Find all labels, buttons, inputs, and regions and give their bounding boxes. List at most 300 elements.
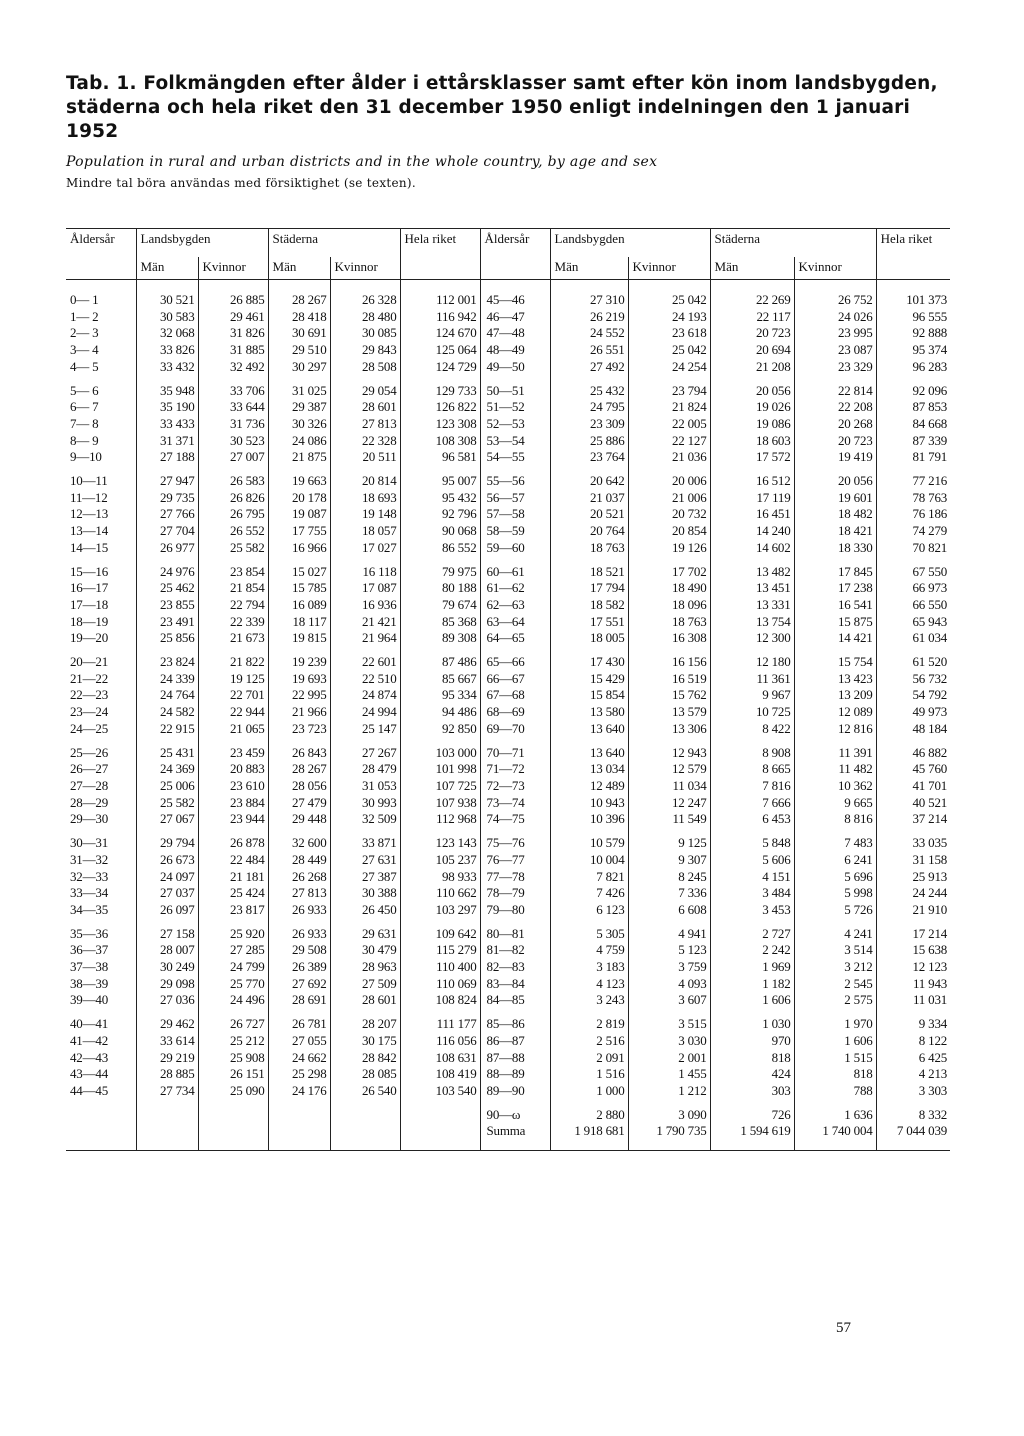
right-age-cell: 61—62: [480, 580, 550, 597]
left-urban-women-cell: 28 207: [330, 1016, 400, 1033]
right-urban-men-cell: 970: [710, 1033, 794, 1050]
right-urban-men-cell: 13 754: [710, 614, 794, 631]
left-age-cell: 34—35: [70, 901, 109, 917]
right-urban-women-cell: 2 575: [794, 992, 876, 1009]
left-total-cell: 89 308: [400, 630, 480, 647]
right-total-cell: 66 550: [876, 597, 950, 614]
group-spacer: [66, 376, 950, 383]
header-age-right: Åldersår: [480, 229, 550, 280]
table-row: [66, 506, 950, 523]
group-spacer: [66, 647, 950, 654]
left-urban-men-cell: 20 178: [268, 490, 330, 507]
right-urban-women-cell: 13 423: [794, 671, 876, 688]
left-rural-men-cell: 26 097: [136, 902, 198, 919]
left-rural-men-cell: 30 583: [136, 309, 198, 326]
right-rural-men-cell: 10 004: [550, 852, 628, 869]
left-total-cell: 108 308: [400, 433, 480, 450]
header-men: Män: [710, 257, 794, 280]
table-row: [66, 654, 950, 671]
left-urban-men-cell: 31 025: [268, 383, 330, 400]
spacer-cell: [330, 376, 400, 383]
left-urban-women-cell: 16 936: [330, 597, 400, 614]
left-urban-women-cell: 30 085: [330, 325, 400, 342]
left-urban-women-cell: 22 510: [330, 671, 400, 688]
left-rural-women-cell: 26 552: [198, 523, 268, 540]
left-rural-women-cell: 26 151: [198, 1066, 268, 1083]
left-total-cell: 95 334: [400, 687, 480, 704]
right-rural-men-cell: 13 034: [550, 761, 628, 778]
right-rural-women-cell: 24 254: [628, 359, 710, 376]
right-age-cell: 60—61: [480, 564, 550, 581]
right-urban-women-cell: 5 696: [794, 869, 876, 886]
left-rural-women-cell: 21 822: [198, 654, 268, 671]
right-rural-women-cell: 3 030: [628, 1033, 710, 1050]
right-urban-women-cell: 23 329: [794, 359, 876, 376]
right-urban-men-cell: 20 694: [710, 342, 794, 359]
right-rural-women-cell: 21 036: [628, 449, 710, 466]
left-urban-men-cell: 28 418: [268, 309, 330, 326]
table-row: [66, 976, 950, 993]
right-urban-men-cell: 3 453: [710, 902, 794, 919]
right-total-cell: 6 425: [876, 1050, 950, 1067]
right-rural-women-cell: 8 245: [628, 869, 710, 886]
right-rural-men-cell: 13 640: [550, 721, 628, 738]
left-urban-women-cell: 17 087: [330, 580, 400, 597]
spacer-cell: [66, 376, 136, 383]
right-age-cell: 64—65: [480, 630, 550, 647]
left-age-cell: 41—42: [70, 1032, 109, 1048]
left-urban-women-cell: 27 813: [330, 416, 400, 433]
spacer-cell: [136, 1009, 198, 1016]
right-age-cell: 52—53: [480, 416, 550, 433]
table-row: [66, 399, 950, 416]
left-age-cell: 38—39: [70, 975, 109, 991]
right-age-cell: 54—55: [480, 449, 550, 466]
right-total-cell: 24 244: [876, 885, 950, 902]
spacer-cell: [480, 557, 550, 564]
right-urban-men-cell: 17 572: [710, 449, 794, 466]
table-row: [66, 540, 950, 557]
right-urban-men-cell: 1 606: [710, 992, 794, 1009]
left-rural-women-cell: 23 610: [198, 778, 268, 795]
left-age-cell: 33—34: [70, 885, 109, 901]
left-rural-women-cell: 25 090: [198, 1083, 268, 1100]
left-rural-women-cell: 27 285: [198, 942, 268, 959]
right-urban-men-cell: 12 180: [710, 654, 794, 671]
left-urban-men-cell: 26 389: [268, 959, 330, 976]
left-urban-women-cell: 29 843: [330, 342, 400, 359]
right-urban-women-cell: 14 421: [794, 630, 876, 647]
right-rural-men-cell: 3 243: [550, 992, 628, 1009]
left-age-cell: 30—31: [70, 835, 109, 851]
left-total-cell: 85 667: [400, 671, 480, 688]
header-women: Kvinnor: [330, 257, 400, 280]
spacer-cell: [198, 1100, 268, 1107]
left-total-cell: 96 581: [400, 449, 480, 466]
header-row-groups: [66, 229, 950, 258]
right-urban-women-cell: 19 419: [794, 449, 876, 466]
left-total-cell: 124 729: [400, 359, 480, 376]
right-urban-men-cell: 11 361: [710, 671, 794, 688]
left-rural-men-cell: 31 371: [136, 433, 198, 450]
right-urban-women-cell: 12 089: [794, 704, 876, 721]
left-total-cell: 110 400: [400, 959, 480, 976]
spacer-cell: [876, 828, 950, 835]
right-urban-women-cell: 18 421: [794, 523, 876, 540]
left-rural-men-cell: [136, 1123, 198, 1150]
left-total-cell: 129 733: [400, 383, 480, 400]
spacer-cell: [268, 376, 330, 383]
right-urban-women-cell: 5 998: [794, 885, 876, 902]
left-total-cell: 123 308: [400, 416, 480, 433]
spacer-cell: [66, 647, 136, 654]
right-age-cell: 56—57: [480, 490, 550, 507]
table-row: [66, 383, 950, 400]
right-age-cell: 63—64: [480, 614, 550, 631]
table-subtitle: Population in rural and urban districts and in the whole country, by age and sex: [66, 154, 658, 170]
right-urban-women-cell: 22 208: [794, 399, 876, 416]
right-total-cell: 9 334: [876, 1016, 950, 1033]
spacer-cell: [550, 919, 628, 926]
left-urban-women-cell: 22 601: [330, 654, 400, 671]
right-total-cell: 87 339: [876, 433, 950, 450]
right-rural-women-cell: 17 702: [628, 564, 710, 581]
spacer-cell: [400, 557, 480, 564]
left-urban-men-cell: 28 267: [268, 761, 330, 778]
right-rural-women-cell: 24 193: [628, 309, 710, 326]
right-total-cell: 70 821: [876, 540, 950, 557]
spacer-cell: [628, 1100, 710, 1107]
left-urban-men-cell: 19 663: [268, 473, 330, 490]
spacer-cell: [710, 828, 794, 835]
right-age-cell: 80—81: [480, 926, 550, 943]
left-urban-women-cell: 31 053: [330, 778, 400, 795]
right-rural-women-cell: 16 308: [628, 630, 710, 647]
left-age-cell: 12—13: [70, 506, 109, 522]
right-age-cell: 65—66: [480, 654, 550, 671]
right-urban-men-cell: 5 848: [710, 835, 794, 852]
left-rural-men-cell: 28 885: [136, 1066, 198, 1083]
left-urban-men-cell: 24 662: [268, 1050, 330, 1067]
left-total-cell: 101 998: [400, 761, 480, 778]
spacer-cell: [876, 466, 950, 473]
spacer-cell: [198, 738, 268, 745]
left-urban-men-cell: 30 326: [268, 416, 330, 433]
table-row: [66, 473, 950, 490]
spacer-cell: [480, 1009, 550, 1016]
left-urban-women-cell: [330, 1123, 400, 1150]
right-age-cell: 45—46: [480, 280, 550, 309]
spacer-cell: [136, 647, 198, 654]
left-urban-men-cell: 22 995: [268, 687, 330, 704]
right-age-cell: 73—74: [480, 795, 550, 812]
left-rural-women-cell: 24 799: [198, 959, 268, 976]
right-rural-men-cell: 25 432: [550, 383, 628, 400]
right-total-cell: 49 973: [876, 704, 950, 721]
right-rural-women-cell: 21 006: [628, 490, 710, 507]
spacer-cell: [710, 919, 794, 926]
page: [66, 72, 950, 1336]
spacer-cell: [330, 466, 400, 473]
right-age-cell: 67—68: [480, 687, 550, 704]
right-age-cell: 70—71: [480, 745, 550, 762]
left-rural-women-cell: 22 339: [198, 614, 268, 631]
left-rural-men-cell: 24 976: [136, 564, 198, 581]
table-row: [66, 1050, 950, 1067]
table-row: [66, 523, 950, 540]
header-men: Män: [550, 257, 628, 280]
spacer-cell: [550, 557, 628, 564]
spacer-cell: [136, 376, 198, 383]
right-age-cell: 46—47: [480, 309, 550, 326]
left-rural-men-cell: 27 704: [136, 523, 198, 540]
right-rural-women-cell: 15 762: [628, 687, 710, 704]
table-row: [66, 449, 950, 466]
right-urban-men-cell: 22 269: [710, 280, 794, 309]
right-rural-men-cell: 15 429: [550, 671, 628, 688]
right-rural-men-cell: 4 123: [550, 976, 628, 993]
spacer-cell: [136, 1100, 198, 1107]
right-urban-men-cell: 3 484: [710, 885, 794, 902]
right-rural-women-cell: 12 579: [628, 761, 710, 778]
spacer-cell: [550, 376, 628, 383]
left-urban-women-cell: 20 814: [330, 473, 400, 490]
left-rural-women-cell: 26 727: [198, 1016, 268, 1033]
right-age-cell: 59—60: [480, 540, 550, 557]
spacer-cell: [876, 919, 950, 926]
left-rural-women-cell: 23 944: [198, 811, 268, 828]
right-rural-women-cell: 13 306: [628, 721, 710, 738]
left-urban-women-cell: 22 328: [330, 433, 400, 450]
left-rural-men-cell: 25 582: [136, 795, 198, 812]
left-total-cell: 107 725: [400, 778, 480, 795]
spacer-cell: [550, 1009, 628, 1016]
spacer-cell: [330, 1100, 400, 1107]
right-rural-men-cell: 25 886: [550, 433, 628, 450]
left-rural-women-cell: 22 484: [198, 852, 268, 869]
table-row: [66, 992, 950, 1009]
right-urban-men-cell: 14 240: [710, 523, 794, 540]
right-rural-women-cell: 1 455: [628, 1066, 710, 1083]
right-age-cell: 81—82: [480, 942, 550, 959]
left-age-cell: 37—38: [70, 959, 109, 975]
left-total-cell: 87 486: [400, 654, 480, 671]
spacer-cell: [66, 738, 136, 745]
right-age-cell: 76—77: [480, 852, 550, 869]
left-total-cell: 126 822: [400, 399, 480, 416]
table-row: [66, 671, 950, 688]
group-spacer: [66, 557, 950, 564]
left-urban-women-cell: 26 540: [330, 1083, 400, 1100]
left-urban-men-cell: 16 089: [268, 597, 330, 614]
left-rural-men-cell: 27 037: [136, 885, 198, 902]
left-total-cell: 109 642: [400, 926, 480, 943]
right-age-cell: 53—54: [480, 433, 550, 450]
spacer-cell: [710, 647, 794, 654]
right-total-cell: 96 283: [876, 359, 950, 376]
right-rural-women-cell: 11 034: [628, 778, 710, 795]
left-rural-men-cell: 24 582: [136, 704, 198, 721]
right-urban-women-cell: 20 056: [794, 473, 876, 490]
right-total-cell: 77 216: [876, 473, 950, 490]
left-urban-men-cell: 24 176: [268, 1083, 330, 1100]
left-urban-men-cell: 28 449: [268, 852, 330, 869]
left-age-cell: [66, 1107, 136, 1124]
right-age-cell: 85—86: [480, 1016, 550, 1033]
right-urban-women-cell: 1 606: [794, 1033, 876, 1050]
table-row: [66, 942, 950, 959]
left-urban-men-cell: 29 387: [268, 399, 330, 416]
left-urban-women-cell: 30 479: [330, 942, 400, 959]
right-urban-men-cell: 5 606: [710, 852, 794, 869]
spacer-cell: [876, 557, 950, 564]
right-rural-women-cell: 18 763: [628, 614, 710, 631]
right-total-cell: 33 035: [876, 835, 950, 852]
left-rural-men-cell: 27 067: [136, 811, 198, 828]
right-urban-men-cell: 7 666: [710, 795, 794, 812]
table-row: [66, 342, 950, 359]
left-urban-men-cell: 27 692: [268, 976, 330, 993]
right-rural-men-cell: 24 795: [550, 399, 628, 416]
left-rural-men-cell: 24 097: [136, 869, 198, 886]
left-rural-women-cell: 23 854: [198, 564, 268, 581]
right-rural-men-cell: 21 037: [550, 490, 628, 507]
right-urban-men-cell: 19 086: [710, 416, 794, 433]
left-total-cell: 103 540: [400, 1083, 480, 1100]
left-rural-women-cell: 21 854: [198, 580, 268, 597]
left-rural-women-cell: 25 582: [198, 540, 268, 557]
left-rural-men-cell: 29 098: [136, 976, 198, 993]
left-urban-men-cell: 15 785: [268, 580, 330, 597]
right-rural-women-cell: 19 126: [628, 540, 710, 557]
header-age-left: Åldersår: [66, 229, 136, 280]
left-rural-women-cell: [198, 1123, 268, 1150]
right-rural-men-cell: 4 759: [550, 942, 628, 959]
left-rural-women-cell: 26 795: [198, 506, 268, 523]
right-age-cell: 87—88: [480, 1050, 550, 1067]
right-rural-men-cell: 23 309: [550, 416, 628, 433]
right-age-cell: 48—49: [480, 342, 550, 359]
page-number: 57: [836, 1320, 851, 1336]
table-row: [66, 1083, 950, 1100]
right-urban-women-cell: 6 241: [794, 852, 876, 869]
left-rural-women-cell: 27 007: [198, 449, 268, 466]
right-rural-men-cell: 3 183: [550, 959, 628, 976]
right-total-cell: 7 044 039: [876, 1123, 950, 1150]
right-age-cell: Summa: [480, 1123, 550, 1150]
spacer-cell: [400, 738, 480, 745]
spacer-cell: [628, 647, 710, 654]
spacer-cell: [268, 647, 330, 654]
right-rural-women-cell: 4 941: [628, 926, 710, 943]
left-age-cell: 7— 8: [70, 415, 99, 431]
left-age-cell: 43—44: [70, 1066, 109, 1082]
right-total-cell: 3 303: [876, 1083, 950, 1100]
spacer-cell: [628, 466, 710, 473]
spacer-cell: [550, 828, 628, 835]
left-total-cell: 90 068: [400, 523, 480, 540]
left-rural-women-cell: 24 496: [198, 992, 268, 1009]
right-total-cell: 11 031: [876, 992, 950, 1009]
spacer-cell: [794, 919, 876, 926]
right-urban-women-cell: 17 238: [794, 580, 876, 597]
right-urban-women-cell: 8 816: [794, 811, 876, 828]
right-rural-men-cell: 2 516: [550, 1033, 628, 1050]
table-row: [66, 433, 950, 450]
right-urban-men-cell: 9 967: [710, 687, 794, 704]
right-age-cell: 71—72: [480, 761, 550, 778]
left-rural-women-cell: 25 920: [198, 926, 268, 943]
right-total-cell: 8 332: [876, 1107, 950, 1124]
right-total-cell: 74 279: [876, 523, 950, 540]
right-rural-women-cell: 25 042: [628, 342, 710, 359]
table-title: Tab. 1. Folkmängden efter ålder i ettårsklasser samt efter kön inom landsbygden, städerna och hela riket den 31 december 1950 enligt indelningen den 1 januari 1952: [66, 73, 938, 142]
left-age-cell: 2— 3: [70, 325, 99, 341]
spacer-cell: [198, 1009, 268, 1016]
spacer-cell: [136, 557, 198, 564]
right-urban-men-cell: 16 512: [710, 473, 794, 490]
left-urban-men-cell: 27 813: [268, 885, 330, 902]
left-age-cell: 14—15: [70, 539, 109, 555]
left-age-cell: 39—40: [70, 992, 109, 1008]
right-total-cell: 46 882: [876, 745, 950, 762]
right-total-cell: 61 034: [876, 630, 950, 647]
right-age-cell: 66—67: [480, 671, 550, 688]
left-urban-men-cell: 19 239: [268, 654, 330, 671]
right-rural-women-cell: 20 732: [628, 506, 710, 523]
left-age-cell: 25—26: [70, 744, 109, 760]
left-urban-men-cell: 26 933: [268, 926, 330, 943]
right-rural-men-cell: 13 580: [550, 704, 628, 721]
left-age-cell: 31—32: [70, 851, 109, 867]
right-rural-women-cell: 18 096: [628, 597, 710, 614]
right-rural-women-cell: 4 093: [628, 976, 710, 993]
right-rural-men-cell: 17 551: [550, 614, 628, 631]
right-rural-women-cell: 21 824: [628, 399, 710, 416]
left-rural-men-cell: 25 431: [136, 745, 198, 762]
left-urban-women-cell: 24 874: [330, 687, 400, 704]
spacer-cell: [198, 647, 268, 654]
right-rural-men-cell: 20 642: [550, 473, 628, 490]
left-rural-men-cell: 26 977: [136, 540, 198, 557]
left-urban-women-cell: 25 147: [330, 721, 400, 738]
right-age-cell: 74—75: [480, 811, 550, 828]
right-total-cell: 84 668: [876, 416, 950, 433]
left-total-cell: 124 670: [400, 325, 480, 342]
left-urban-women-cell: 29 631: [330, 926, 400, 943]
right-urban-women-cell: 22 814: [794, 383, 876, 400]
spacer-cell: [794, 1009, 876, 1016]
left-urban-men-cell: 18 117: [268, 614, 330, 631]
right-urban-men-cell: 18 603: [710, 433, 794, 450]
table-row: [66, 721, 950, 738]
right-total-cell: 78 763: [876, 490, 950, 507]
right-age-cell: 69—70: [480, 721, 550, 738]
left-rural-men-cell: 33 433: [136, 416, 198, 433]
left-urban-men-cell: 23 723: [268, 721, 330, 738]
right-rural-men-cell: 10 943: [550, 795, 628, 812]
right-urban-men-cell: 1 030: [710, 1016, 794, 1033]
left-total-cell: 92 850: [400, 721, 480, 738]
left-urban-men-cell: 30 297: [268, 359, 330, 376]
left-urban-women-cell: 17 027: [330, 540, 400, 557]
right-total-cell: 40 521: [876, 795, 950, 812]
right-urban-women-cell: 5 726: [794, 902, 876, 919]
left-rural-men-cell: 35 190: [136, 399, 198, 416]
left-urban-women-cell: 26 328: [330, 280, 400, 309]
right-age-cell: 83—84: [480, 976, 550, 993]
spacer-cell: [330, 647, 400, 654]
